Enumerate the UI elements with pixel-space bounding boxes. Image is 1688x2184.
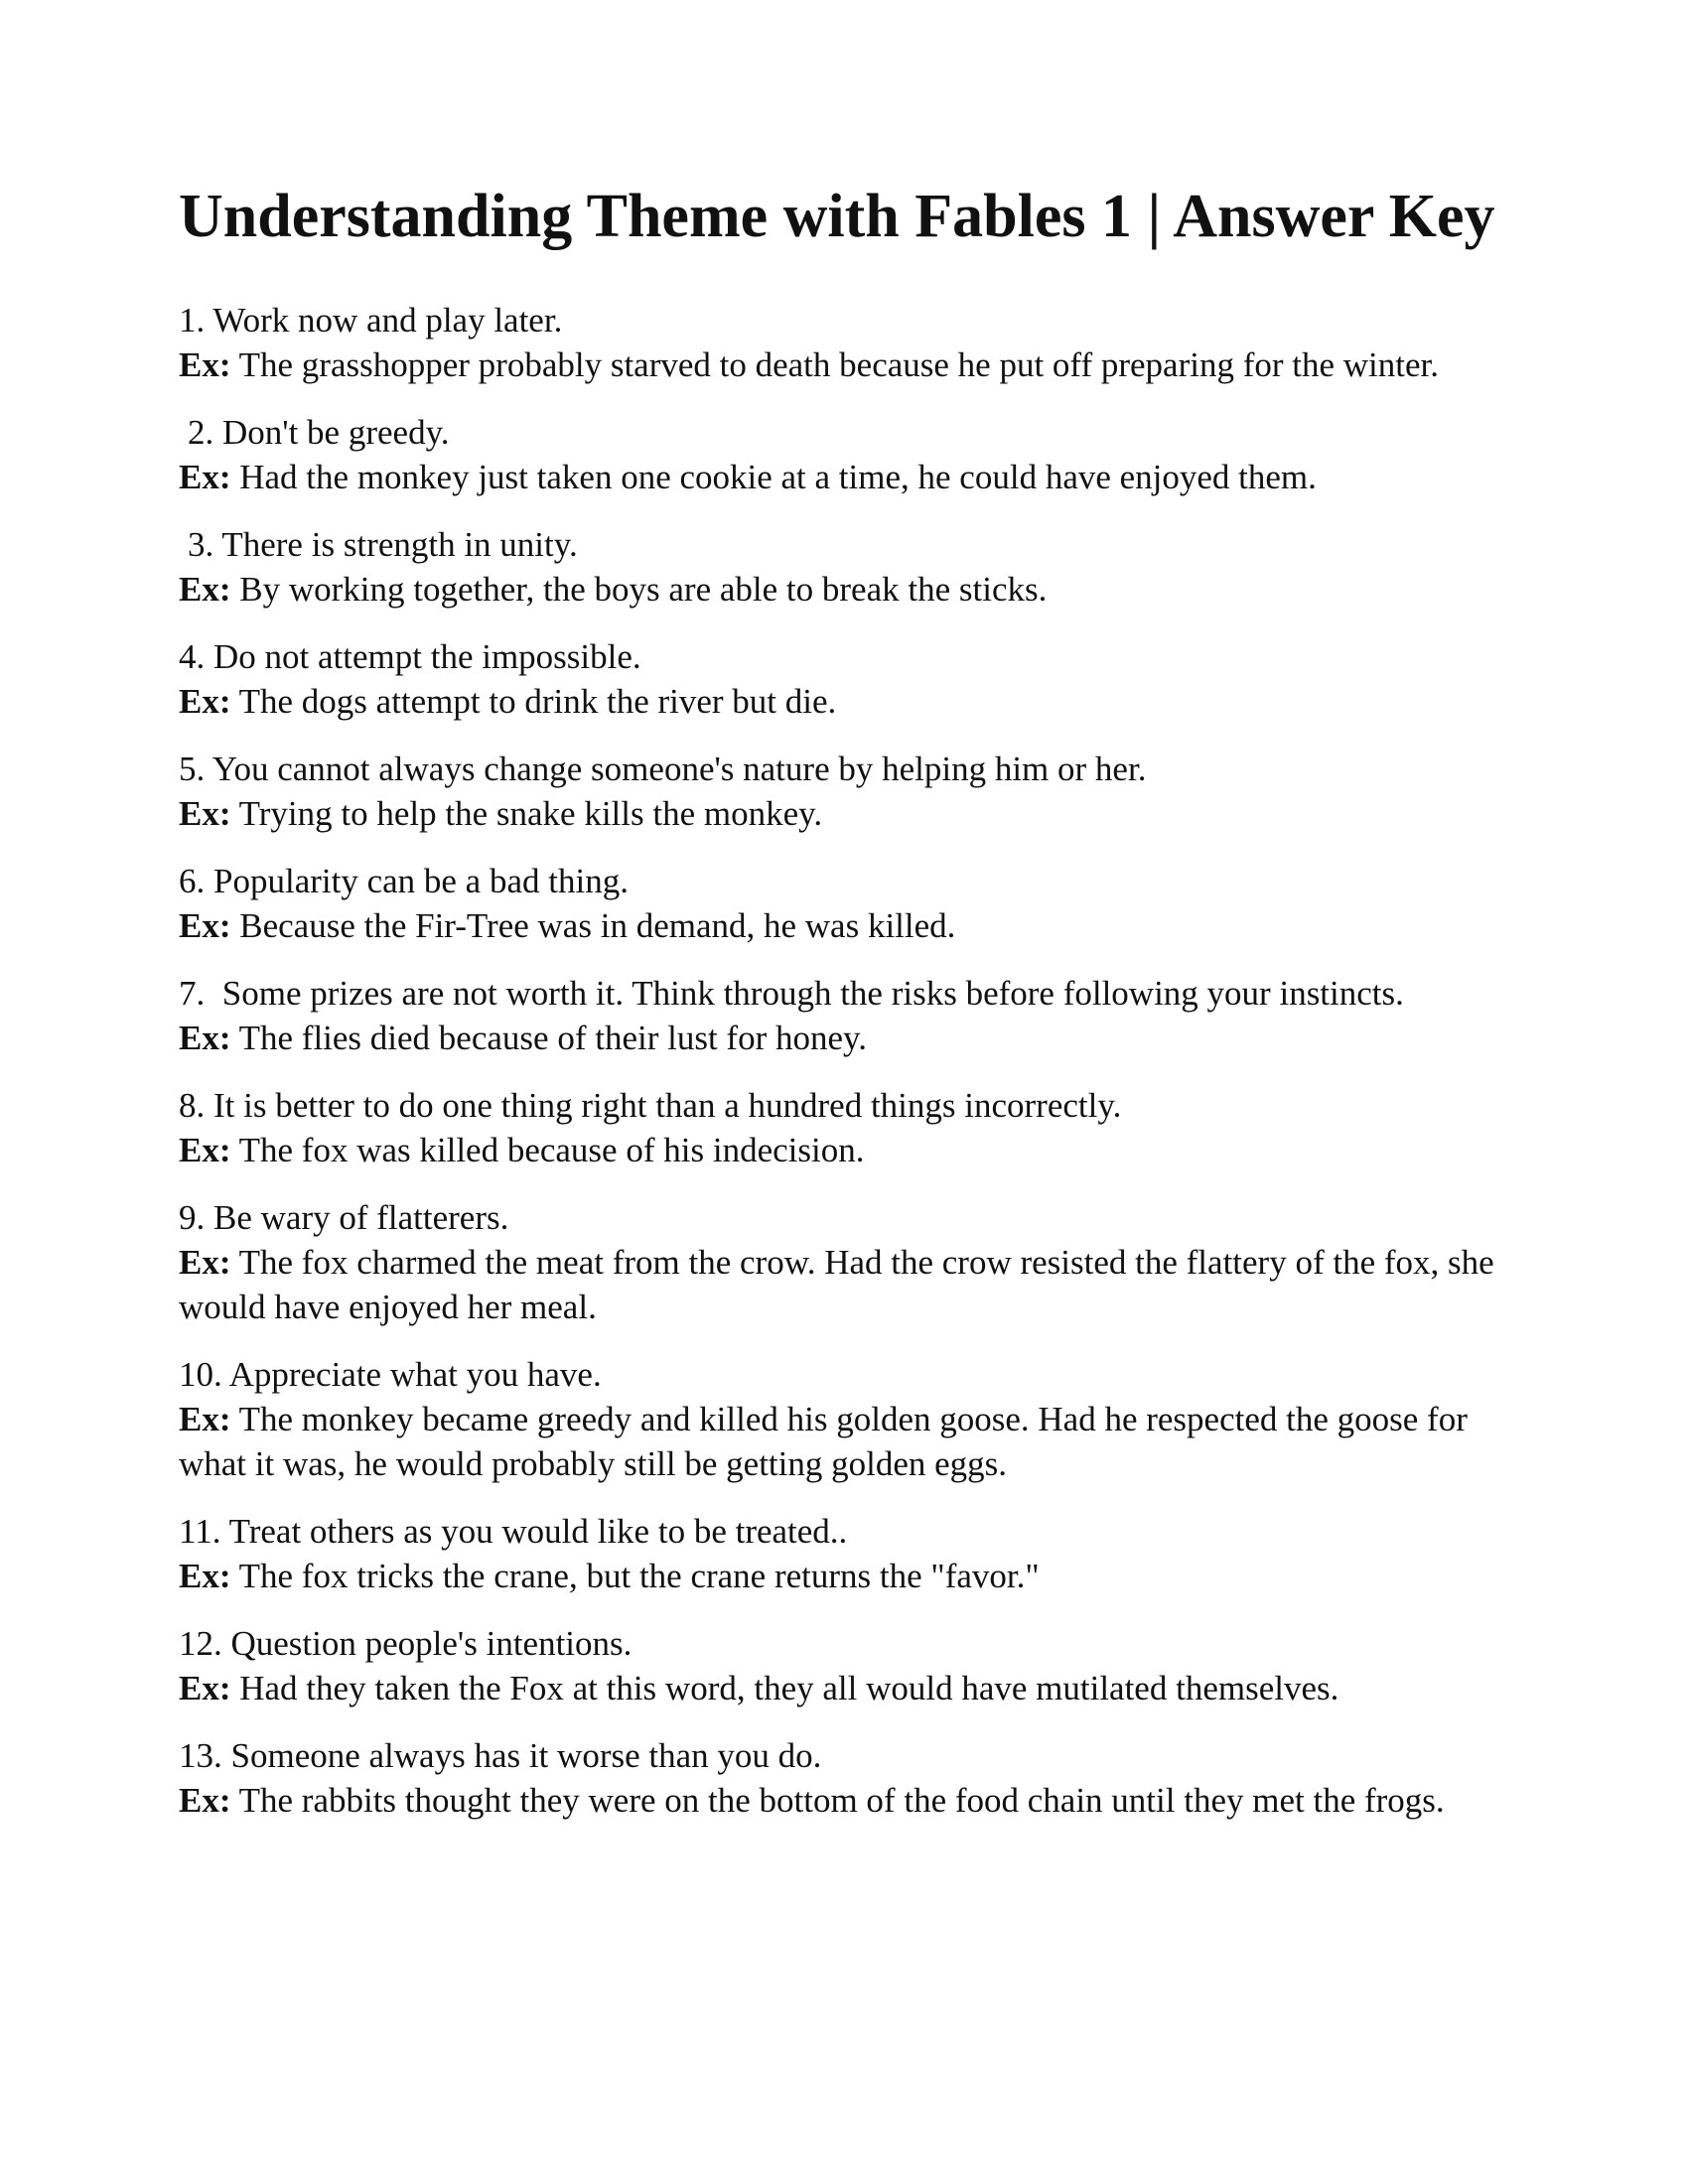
theme-text: 1. Work now and play later.: [179, 301, 563, 340]
theme-text: 5. You cannot always change someone's nature by helping him or her.: [179, 750, 1147, 788]
ex-label: Ex:: [179, 1131, 231, 1169]
theme-text: 2. Don't be greedy.: [188, 413, 450, 452]
answer-item-4: [179, 634, 1499, 724]
example-body: Had the monkey just taken one cookie at a time, he could have enjoyed them.: [239, 458, 1317, 496]
answer-item-13: [179, 1733, 1499, 1823]
example-body: The fox was killed because of his indecision.: [238, 1131, 865, 1169]
answer-item-2: [179, 410, 1499, 499]
ex-label: Ex:: [179, 794, 231, 833]
example-body: Because the Fir-Tree was in demand, he was killed.: [239, 906, 956, 945]
example-body: The grasshopper probably starved to death because he put off preparing for the winter.: [238, 345, 1440, 384]
answer-item-10: [179, 1352, 1499, 1486]
example-text: [179, 1397, 1499, 1486]
theme-text: 13. Someone always has it worse than you do.: [179, 1736, 822, 1775]
ex-label: Ex:: [179, 682, 231, 721]
example-body: Trying to help the snake kills the monkey.: [238, 794, 823, 833]
example-text: [179, 1666, 1499, 1710]
example-text: [179, 342, 1499, 387]
example-text: [179, 1778, 1499, 1823]
ex-label: Ex:: [179, 345, 231, 384]
ex-label: Ex:: [179, 570, 231, 609]
ex-label: Ex:: [179, 1557, 231, 1595]
example-body: The fox charmed the meat from the crow. Had the crow resisted the flattery of the fox, she would have enjoyed her meal.: [179, 1243, 1494, 1326]
answer-item-6: [179, 859, 1499, 948]
ex-label: Ex:: [179, 1781, 231, 1820]
page-title: Understanding Theme with Fables 1 | Answer Key: [179, 183, 1495, 250]
answer-item-11: [179, 1509, 1499, 1598]
ex-label: Ex:: [179, 1243, 231, 1282]
theme-text: 12. Question people's intentions.: [179, 1624, 633, 1663]
example-body: The dogs attempt to drink the river but die.: [238, 682, 837, 721]
answer-item-8: [179, 1083, 1499, 1172]
theme-text: 7. Some prizes are not worth it. Think through the risks before following your instincts.: [179, 974, 1404, 1013]
example-text: [179, 1240, 1499, 1329]
example-text: [179, 455, 1499, 499]
theme-text: 3. There is strength in unity.: [188, 525, 578, 564]
theme-text: 9. Be wary of flatterers.: [179, 1198, 509, 1237]
answer-item-5: [179, 747, 1499, 836]
example-body: By working together, the boys are able to break the sticks.: [239, 570, 1048, 609]
ex-label: Ex:: [179, 458, 231, 496]
answer-key-page: [179, 175, 1499, 1845]
theme-text: 11. Treat others as you would like to be treated..: [179, 1512, 848, 1551]
ex-label: Ex:: [179, 1400, 231, 1438]
answer-item-9: [179, 1195, 1499, 1329]
example-body: The rabbits thought they were on the bottom of the food chain until they met the frogs.: [238, 1781, 1445, 1820]
example-text: [179, 567, 1499, 612]
example-body: The monkey became greedy and killed his golden goose. Had he respected the goose for what it was, he would probably still be getting golden eggs.: [179, 1400, 1468, 1483]
theme-text: 4. Do not attempt the impossible.: [179, 637, 641, 676]
theme-text: 10. Appreciate what you have.: [179, 1355, 602, 1394]
example-text: [179, 903, 1499, 948]
example-text: [179, 1016, 1499, 1060]
answer-item-3: [179, 522, 1499, 612]
ex-label: Ex:: [179, 1019, 231, 1057]
answer-item-12: [179, 1621, 1499, 1710]
ex-label: Ex:: [179, 906, 231, 945]
theme-text: 6. Popularity can be a bad thing.: [179, 862, 629, 900]
answer-item-1: [179, 298, 1499, 387]
example-text: [179, 679, 1499, 724]
answer-item-7: [179, 971, 1499, 1060]
example-body: Had they taken the Fox at this word, they all would have mutilated themselves.: [239, 1669, 1339, 1707]
example-body: The fox tricks the crane, but the crane returns the "favor.": [238, 1557, 1040, 1595]
theme-text: 8. It is better to do one thing right than a hundred things incorrectly.: [179, 1086, 1122, 1125]
example-text: [179, 1554, 1499, 1598]
example-body: The flies died because of their lust for honey.: [238, 1019, 868, 1057]
ex-label: Ex:: [179, 1669, 231, 1707]
example-text: [179, 791, 1499, 836]
example-text: [179, 1128, 1499, 1172]
